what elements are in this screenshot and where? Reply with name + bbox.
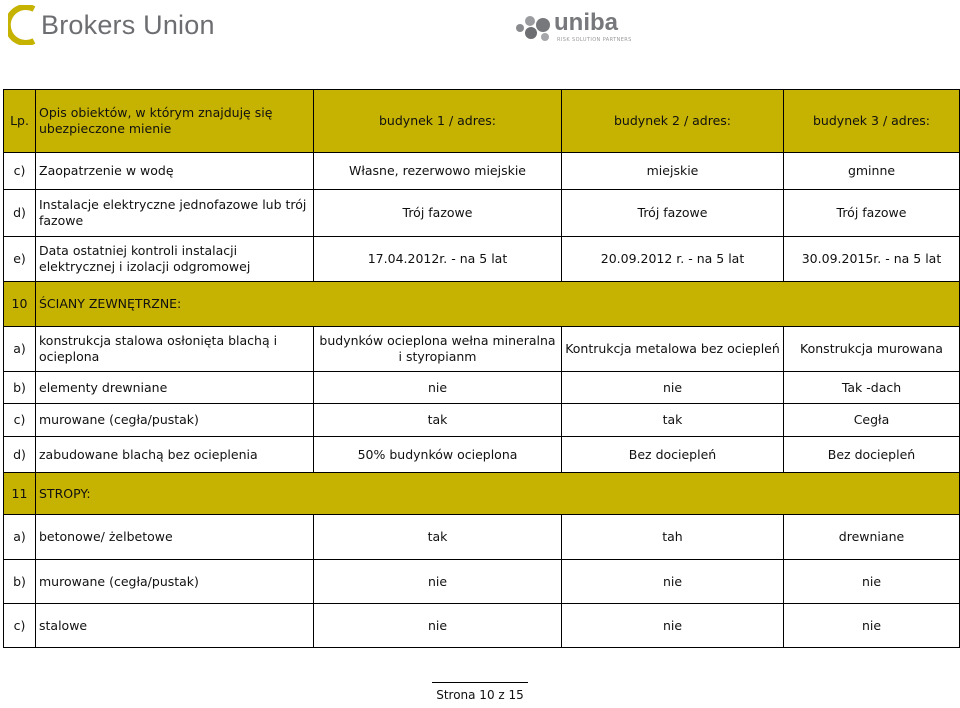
row-number: a)	[4, 327, 36, 372]
building-3-value: Bez dociepleń	[784, 437, 960, 473]
row-label: betonowe/ żelbetowe	[36, 515, 314, 560]
building-2-value: Trój fazowe	[562, 190, 784, 237]
uniba-dots-icon	[514, 12, 554, 42]
building-2-value: nie	[562, 604, 784, 648]
building-3-value: drewniane	[784, 515, 960, 560]
table-row	[4, 437, 960, 473]
building-3-value: Trój fazowe	[784, 190, 960, 237]
brokers-union-logo-text: Brokers Union	[41, 9, 215, 40]
building-1-value: tak	[314, 515, 562, 560]
table-row	[4, 153, 960, 190]
building-2-value: tak	[562, 404, 784, 437]
building-1-value: Trój fazowe	[314, 190, 562, 237]
building-3-value: 30.09.2015r. - na 5 lat	[784, 237, 960, 282]
row-number: c)	[4, 153, 36, 190]
row-label: murowane (cegła/pustak)	[36, 560, 314, 604]
brokers-union-logo	[8, 3, 218, 47]
building-2-value: Kontrukcja metalowa bez ociepleń	[562, 327, 784, 372]
section-row-walls	[4, 282, 960, 327]
header-building-2: budynek 2 / adres:	[562, 90, 784, 153]
section-number: 10	[4, 282, 36, 327]
building-3-value: gminne	[784, 153, 960, 190]
row-label: Zaopatrzenie w wodę	[36, 153, 314, 190]
section-title: STROPY:	[36, 473, 960, 515]
building-2-value: nie	[562, 372, 784, 404]
header-building-1: budynek 1 / adres:	[314, 90, 562, 153]
table-header-row	[4, 90, 960, 153]
header-description: Opis obiektów, w którym znajduję się ubezpieczone mienie	[36, 90, 314, 153]
building-1-value: nie	[314, 604, 562, 648]
row-number: e)	[4, 237, 36, 282]
row-number: d)	[4, 190, 36, 237]
table-row	[4, 237, 960, 282]
building-2-value: tah	[562, 515, 784, 560]
row-number: b)	[4, 372, 36, 404]
page-number: Strona 10 z 15	[436, 688, 524, 702]
row-label: murowane (cegła/pustak)	[36, 404, 314, 437]
table-row	[4, 515, 960, 560]
building-3-value: nie	[784, 560, 960, 604]
row-number: c)	[4, 604, 36, 648]
row-label: Instalacje elektryczne jednofazowe lub trój fazowe	[36, 190, 314, 237]
table-row	[4, 372, 960, 404]
building-3-value: nie	[784, 604, 960, 648]
building-1-value: budynków ocieplona wełna mineralna i styropianm	[314, 327, 562, 372]
uniba-logo-text: uniba	[554, 9, 618, 36]
building-3-value: Cegła	[784, 404, 960, 437]
building-1-value: nie	[314, 372, 562, 404]
brokers-union-c-icon	[8, 5, 38, 45]
building-2-value: Bez dociepleń	[562, 437, 784, 473]
header-lp: Lp.	[4, 90, 36, 153]
building-3-value: Konstrukcja murowana	[784, 327, 960, 372]
row-label: Data ostatniej kontroli instalacji elektrycznej i izolacji odgromowej	[36, 237, 314, 282]
building-2-value: 20.09.2012 r. - na 5 lat	[562, 237, 784, 282]
building-2-value: miejskie	[562, 153, 784, 190]
uniba-logo-subtitle: RISK SOLUTION PARTNERS	[557, 37, 632, 43]
objects-table	[3, 89, 960, 648]
footer-divider	[432, 682, 528, 683]
row-label: stalowe	[36, 604, 314, 648]
row-label: elementy drewniane	[36, 372, 314, 404]
table-row	[4, 190, 960, 237]
building-1-value: 50% budynków ocieplona	[314, 437, 562, 473]
table-row	[4, 404, 960, 437]
uniba-logo	[514, 10, 634, 50]
building-1-value: nie	[314, 560, 562, 604]
building-2-value: nie	[562, 560, 784, 604]
table-row	[4, 327, 960, 372]
section-number: 11	[4, 473, 36, 515]
row-label: konstrukcja stalowa osłonięta blachą i ocieplona	[36, 327, 314, 372]
section-row-ceilings	[4, 473, 960, 515]
building-1-value: 17.04.2012r. - na 5 lat	[314, 237, 562, 282]
header-building-3: budynek 3 / adres:	[784, 90, 960, 153]
row-number: c)	[4, 404, 36, 437]
row-number: d)	[4, 437, 36, 473]
building-1-value: Własne, rezerwowo miejskie	[314, 153, 562, 190]
row-label: zabudowane blachą bez ocieplenia	[36, 437, 314, 473]
building-3-value: Tak -dach	[784, 372, 960, 404]
building-1-value: tak	[314, 404, 562, 437]
row-number: b)	[4, 560, 36, 604]
table-row	[4, 604, 960, 648]
section-title: ŚCIANY ZEWNĘTRZNE:	[36, 282, 960, 327]
table-row	[4, 560, 960, 604]
row-number: a)	[4, 515, 36, 560]
